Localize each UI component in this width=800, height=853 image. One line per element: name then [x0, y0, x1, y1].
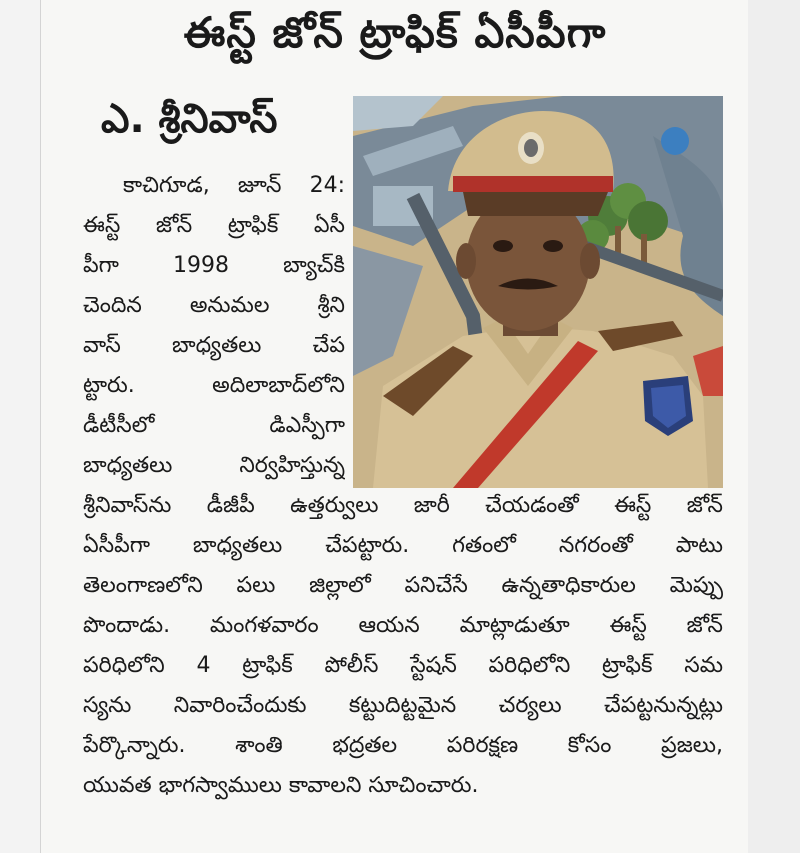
body-line: పొందాడు. మంగళవారం ఆయన మాట్లాడుతూ ఈస్ట్ జోన్ — [83, 613, 723, 638]
body-line: చెందిన అనుమల శ్రీని — [83, 293, 345, 318]
body-line: పీగా 1998 బ్యాచ్‌కి — [83, 253, 345, 278]
page-margin — [748, 0, 800, 853]
subheadline: ఎ. శ్రీనివాస్ — [101, 96, 278, 142]
article-body-wide — [83, 486, 723, 806]
article-body-narrow — [83, 166, 345, 486]
officer-photo — [353, 96, 723, 488]
body-line: ఈస్ట్ జోన్ ట్రాఫిక్ ఏసీ — [83, 213, 345, 238]
body-line: ఏసీపీగా బాధ్యతలు చేపట్టారు. గతంలో నగరంతో పాటు — [83, 533, 723, 558]
body-line: స్యను నివారించేందుకు కట్టుదిట్టమైన చర్యలు చేపట్టనున్నట్లు — [83, 693, 723, 718]
body-line: పేర్కొన్నారు. శాంతి భద్రతల పరిరక్షణ కోసం ప్రజలు, — [83, 733, 723, 758]
body-line: శ్రీనివాస్‌ను డీజీపీ ఉత్తర్వులు జారీ చేయడంతో ఈస్ట్ జోన్ — [83, 493, 723, 518]
news-clipping — [40, 0, 750, 853]
body-line: వాస్ బాధ్యతలు చేప — [83, 333, 345, 358]
headline: ఈస్ట్ జోన్ ట్రాఫిక్ ఏసీపీగా — [183, 8, 607, 57]
body-line: కాచిగూడ, జూన్ 24: — [123, 173, 345, 198]
body-line: తెలంగాణలోని పలు జిల్లాలో పనిచేసే ఉన్నతాధికారుల మెప్పు — [83, 573, 723, 598]
body-line: యువత భాగస్వాములు కావాలని సూచించారు. — [83, 773, 479, 798]
body-line: ట్టారు. అదిలాబాద్‌లోని — [83, 373, 345, 398]
body-line: బాధ్యతలు నిర్వహిస్తున్న — [83, 453, 345, 478]
body-line: పరిధిలోని 4 ట్రాఫిక్ పోలీస్ స్టేషన్ పరిధిలోని ట్రాఫిక్ సమ — [83, 653, 723, 678]
body-line: డీటీసీలో డిఎస్పీగా — [83, 413, 345, 438]
